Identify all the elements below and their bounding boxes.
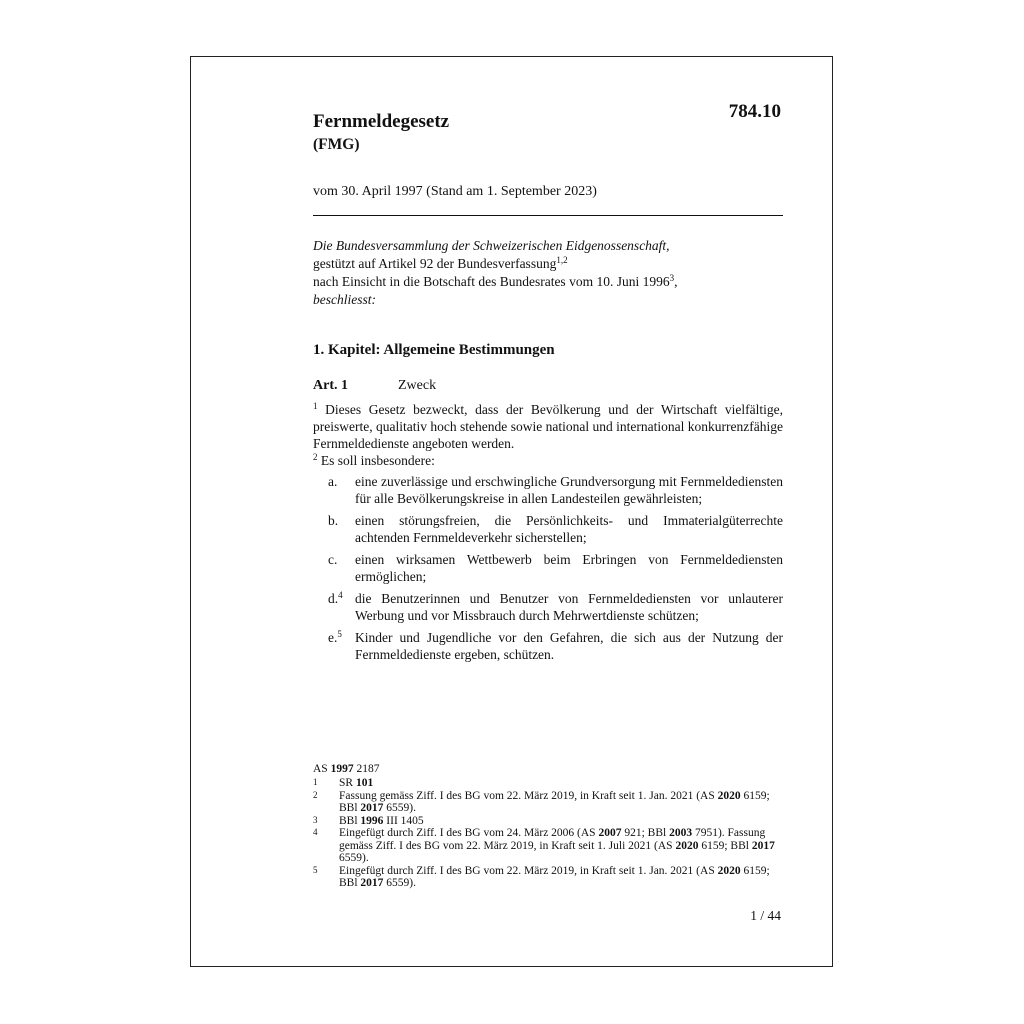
preamble	[313, 237, 783, 309]
law-title: Fernmeldegesetz	[313, 111, 450, 132]
preamble-authority: Die Bundesversammlung der Schweizerischen Eidgenossenschaft,	[313, 238, 670, 253]
list-item: d.$^4$ die Benutzerinnen und Benutzer von Fernmeldediensten vor unlauterer Werbung und vor Missbrauch durch Mehrwertdienste schützen;	[328, 590, 783, 623]
date-line: vom 30. April 1997 (Stand am 1. September 2023)	[313, 184, 597, 199]
list-item: e.$^5$ Kinder und Jugendliche vor den Gefahren, die sich aus der Nutzung der Fernmeldedienste ergeben, schützen.	[328, 629, 783, 662]
article-list	[313, 473, 783, 668]
footnote: 2 Fassung gemäss Ziff. I des BG vom 22. März 2019, in Kraft seit 1. Jan. 2021 (AS 2020 6159; BBl 2017 6559).	[313, 789, 770, 814]
page-number: 1 / 44	[750, 908, 781, 923]
list-item: a. eine zuverlässige und erschwingliche Grundversorgung mit Fernmeldediensten für alle Bevölkerungskreise in allen Landesteilen gewährleisten;	[328, 474, 783, 506]
footnote: 5 Eingefügt durch Ziff. I des BG vom 22. März 2019, in Kraft seit 1. Jan. 2021 (AS 2020 6159; BBl 2017 6559).	[313, 864, 770, 889]
official-compilation-ref: AS 1997 2187	[313, 763, 380, 775]
article-title: Zweck	[398, 378, 437, 393]
chapter-heading: 1. Kapitel: Allgemeine Bestimmungen	[313, 342, 555, 358]
header-divider	[313, 215, 783, 216]
preamble-dispatch: nach Einsicht in die Botschaft des Bundesrates vom 10. Juni 1996$^3$,	[313, 273, 678, 289]
footnote-ref: 1,2	[556, 255, 568, 265]
preamble-basis: gestützt auf Artikel 92 der Bundesverfassung$^{1,2}$	[313, 255, 568, 271]
article-number: Art. 1	[313, 378, 348, 393]
list-item: b. einen störungsfreien, die Persönlichkeits- und Immaterialgüterrechte achtenden Fernmeldeverkehr sicherstellen;	[328, 513, 783, 545]
paragraph-number: 1	[313, 401, 318, 411]
footnotes	[313, 777, 783, 890]
footnote-ref: 3	[669, 273, 675, 283]
article-paragraph-2: $^2$ Es soll insbesondere:	[313, 452, 435, 468]
law-abbreviation: (FMG)	[313, 136, 360, 153]
document-page	[190, 56, 833, 967]
article-paragraph-1: $^1$ Dieses Gesetz bezweckt, dass der Bevölkerung und der Wirtschaft vielfältige, preiswerte, qualitativ hoch stehende sowie national und international konkurrenzfähige Fernmeldedienste angeboten werden.	[313, 401, 784, 451]
paragraph-number: 2	[313, 452, 318, 462]
footnote: 4 Eingefügt durch Ziff. I des BG vom 24. März 2006 (AS 2007 921; BBl 2003 7951). Fassung gemäss Ziff. I des BG vom 22. März 2019, in Kraft seit 1. Juli 2021 (AS 2020 6159; BBl 2017 6559).	[313, 827, 775, 864]
sr-number: 784.10	[728, 101, 781, 122]
preamble-resolves: beschliesst:	[313, 292, 376, 307]
list-item: c. einen wirksamen Wettbewerb beim Erbringen von Fernmeldediensten ermöglichen;	[328, 552, 783, 584]
footnote: 1 SR 101	[313, 777, 374, 789]
footnote: 3 BBl 1996 III 1405	[313, 814, 424, 827]
